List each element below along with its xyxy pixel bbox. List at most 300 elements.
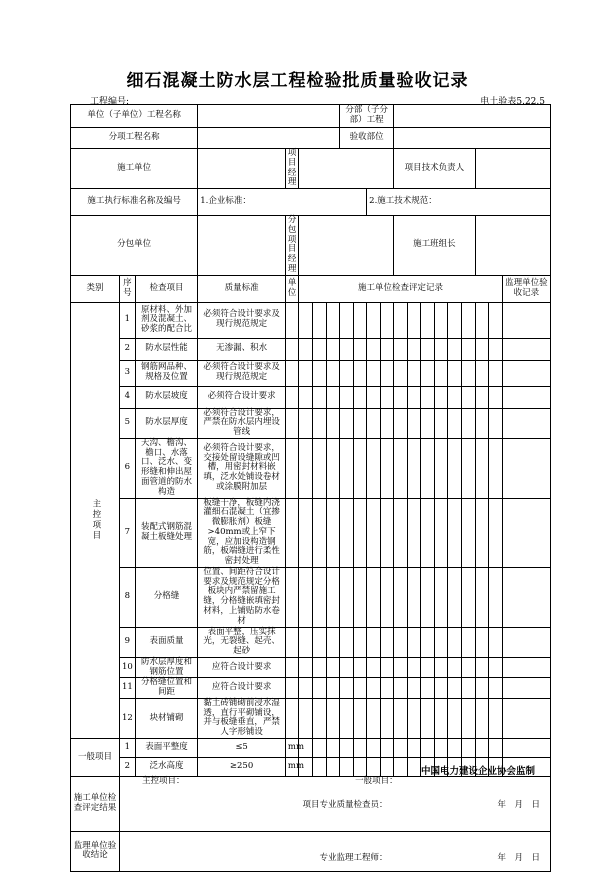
record-cell — [407, 498, 421, 567]
record-cell — [462, 498, 476, 567]
record-cell — [462, 438, 476, 498]
record-cell — [353, 757, 367, 776]
unit-cell — [285, 408, 299, 438]
supervision-cell — [502, 302, 550, 338]
record-cell — [340, 438, 354, 498]
record-cell — [380, 408, 394, 438]
record-cell — [489, 698, 503, 738]
record-cell — [489, 408, 503, 438]
record-cell — [380, 338, 394, 360]
record-cell — [326, 698, 340, 738]
record-cell — [367, 338, 381, 360]
record-cell — [299, 627, 313, 657]
record-cell — [462, 386, 476, 408]
record-cell — [462, 302, 476, 338]
col-category: 类别 — [71, 275, 120, 302]
record-cell — [489, 302, 503, 338]
item-no: 5 — [120, 408, 136, 438]
record-cell — [407, 438, 421, 498]
inspector-label: 项目专业质量检查员： — [302, 799, 388, 810]
record-cell — [407, 338, 421, 360]
quality-standard: 位置、间距符合设计要求及规范规定分格板块内严禁留施工缝，分格缝嵌填密封材料，上铺贴防水卷材 — [198, 567, 286, 627]
record-cell — [475, 657, 489, 678]
record-cell — [299, 386, 313, 408]
record-cell — [380, 302, 394, 338]
record-cell — [421, 498, 435, 567]
supervision-date: 年 月 日 — [497, 852, 540, 863]
subcontract-unit-value — [198, 216, 286, 276]
check-item: 防水层厚度 — [135, 408, 198, 438]
record-cell — [462, 678, 476, 699]
item-no: 6 — [120, 438, 136, 498]
sub-project-label: 分部（子分部）工程 — [340, 105, 394, 128]
supervision-cell — [502, 657, 550, 678]
team-leader-label: 施工班组长 — [394, 216, 475, 276]
record-cell — [380, 738, 394, 757]
record-cell — [380, 657, 394, 678]
record-cell — [326, 438, 340, 498]
record-cell — [462, 657, 476, 678]
col-quality-std: 质量标准 — [198, 275, 286, 302]
record-cell — [367, 498, 381, 567]
construction-unit-label: 施工单位 — [71, 149, 198, 189]
record-cell — [434, 657, 448, 678]
record-cell — [407, 678, 421, 699]
record-cell — [380, 678, 394, 699]
record-cell — [367, 657, 381, 678]
record-cell — [353, 408, 367, 438]
record-cell — [367, 698, 381, 738]
record-cell — [407, 657, 421, 678]
record-cell — [421, 567, 435, 627]
record-cell — [434, 338, 448, 360]
supervision-eval-area — [120, 831, 551, 871]
record-cell — [380, 757, 394, 776]
record-cell — [421, 386, 435, 408]
project-manager-label: 项目经理 — [285, 149, 299, 189]
record-cell — [340, 567, 354, 627]
record-cell — [448, 386, 462, 408]
record-cell — [312, 567, 326, 627]
quality-standard: 必须符合设计要求，严禁在防水层内埋设管线 — [198, 408, 286, 438]
record-cell — [421, 627, 435, 657]
record-cell — [326, 360, 340, 386]
unit-cell — [285, 438, 299, 498]
record-cell — [353, 338, 367, 360]
record-cell — [407, 386, 421, 408]
record-cell — [299, 657, 313, 678]
record-cell — [340, 738, 354, 757]
record-cell — [367, 438, 381, 498]
record-cell — [489, 386, 503, 408]
record-cell — [394, 627, 408, 657]
record-cell — [326, 738, 340, 757]
record-cell — [367, 360, 381, 386]
item-no: 2 — [120, 757, 136, 776]
record-cell — [407, 360, 421, 386]
supervision-cell — [502, 738, 550, 757]
record-cell — [421, 738, 435, 757]
record-cell — [448, 498, 462, 567]
record-cell — [434, 302, 448, 338]
record-cell — [448, 627, 462, 657]
col-supervision: 监理单位验收记录 — [502, 275, 550, 302]
item-no: 11 — [120, 678, 136, 699]
unit-cell — [285, 498, 299, 567]
record-cell — [353, 567, 367, 627]
record-cell — [394, 757, 408, 776]
check-item: 钢筋网品种、规格及位置 — [135, 360, 198, 386]
record-cell — [353, 657, 367, 678]
record-cell — [380, 698, 394, 738]
record-cell — [475, 302, 489, 338]
record-cell — [312, 498, 326, 567]
record-cell — [394, 498, 408, 567]
record-cell — [353, 627, 367, 657]
item-no: 10 — [120, 657, 136, 678]
record-cell — [367, 757, 381, 776]
main-result-label: 主控项目： — [142, 775, 185, 786]
construction-unit-value — [198, 149, 286, 189]
record-cell — [299, 438, 313, 498]
engineer-label: 专业监理工程师： — [319, 852, 388, 863]
unit-cell — [285, 657, 299, 678]
item-no: 1 — [120, 738, 136, 757]
record-cell — [475, 408, 489, 438]
page-title: 细石混凝土防水层工程检验批质量验收记录 — [126, 71, 469, 91]
unit-cell: mm — [285, 738, 299, 757]
record-cell — [326, 657, 340, 678]
check-item: 防水层性能 — [135, 338, 198, 360]
record-cell — [448, 657, 462, 678]
record-cell — [475, 678, 489, 699]
record-cell — [326, 757, 340, 776]
unit-cell — [285, 338, 299, 360]
construction-eval-area — [120, 776, 551, 831]
tech-spec: 2.施工技术规范： — [367, 189, 551, 216]
subcontract-manager-label: 分包项目经理 — [285, 216, 299, 276]
record-cell — [475, 338, 489, 360]
record-cell — [312, 678, 326, 699]
record-cell — [462, 698, 476, 738]
record-cell — [421, 438, 435, 498]
record-cell — [448, 698, 462, 738]
record-cell — [326, 338, 340, 360]
record-cell — [448, 678, 462, 699]
unit-cell — [285, 360, 299, 386]
record-cell — [299, 678, 313, 699]
quality-standard: 表面平整，压实抹光，无裂缝、起壳、起砂 — [198, 627, 286, 657]
record-cell — [434, 567, 448, 627]
record-cell — [475, 698, 489, 738]
footer-text: 中国电力建设企业协会监制 — [420, 766, 535, 777]
record-cell — [312, 408, 326, 438]
record-cell — [462, 627, 476, 657]
record-cell — [367, 627, 381, 657]
record-cell — [421, 657, 435, 678]
record-cell — [312, 438, 326, 498]
unit-cell — [285, 386, 299, 408]
record-cell — [462, 408, 476, 438]
unit-cell — [285, 302, 299, 338]
record-cell — [434, 386, 448, 408]
check-item: 天沟、檐沟、檐口、水落口、泛水、变形缝和伸出屋面管道的防水构造 — [135, 438, 198, 498]
record-cell — [421, 338, 435, 360]
record-cell — [448, 302, 462, 338]
item-no: 2 — [120, 338, 136, 360]
supervision-cell — [502, 438, 550, 498]
check-item: 表面平整度 — [135, 738, 198, 757]
supervision-eval-label: 监理单位验收结论 — [71, 831, 120, 871]
check-item: 原材料、外加剂及混凝土、砂浆的配合比 — [135, 302, 198, 338]
acceptance-part-value — [394, 128, 551, 149]
unit-cell — [285, 567, 299, 627]
record-cell — [394, 386, 408, 408]
record-cell — [367, 738, 381, 757]
record-cell — [421, 698, 435, 738]
record-cell — [299, 498, 313, 567]
record-cell — [312, 698, 326, 738]
record-cell — [489, 678, 503, 699]
record-cell — [353, 386, 367, 408]
construction-eval-label: 施工单位检查评定结果 — [71, 776, 120, 831]
record-cell — [326, 678, 340, 699]
record-cell — [340, 657, 354, 678]
record-cell — [448, 338, 462, 360]
quality-standard: 板缝干净，板缝内浇灌细石混凝土（宜掺微膨胀剂）板缝>40mm或上窄下宽，应加设构造钢筋，板端缝进行柔性密封处理 — [198, 498, 286, 567]
record-cell — [394, 408, 408, 438]
record-cell — [394, 698, 408, 738]
quality-standard: 应符合设计要求 — [198, 657, 286, 678]
record-cell — [448, 360, 462, 386]
supervision-cell — [502, 338, 550, 360]
record-cell — [326, 408, 340, 438]
check-item: 防水层坡度 — [135, 386, 198, 408]
unit-project-name-label: 单位（子单位）工程名称 — [71, 105, 198, 128]
inspection-form-table — [70, 104, 551, 872]
record-cell — [353, 360, 367, 386]
record-cell — [421, 360, 435, 386]
record-cell — [340, 627, 354, 657]
record-cell — [462, 567, 476, 627]
check-item: 泛水高度 — [135, 757, 198, 776]
record-cell — [434, 698, 448, 738]
record-cell — [380, 567, 394, 627]
unit-cell — [285, 627, 299, 657]
record-cell — [394, 438, 408, 498]
unit-cell — [285, 698, 299, 738]
record-cell — [299, 338, 313, 360]
general-items-label: 一般项目 — [71, 738, 120, 776]
item-no: 8 — [120, 567, 136, 627]
record-cell — [367, 408, 381, 438]
record-cell — [462, 738, 476, 757]
check-item: 分格缝位置和间距 — [135, 678, 198, 699]
record-cell — [380, 627, 394, 657]
record-cell — [448, 738, 462, 757]
record-cell — [475, 738, 489, 757]
record-cell — [326, 386, 340, 408]
record-cell — [312, 386, 326, 408]
record-cell — [489, 567, 503, 627]
record-cell — [353, 738, 367, 757]
record-cell — [312, 302, 326, 338]
record-cell — [475, 567, 489, 627]
record-cell — [475, 386, 489, 408]
col-check-item: 检查项目 — [135, 275, 198, 302]
record-cell — [394, 302, 408, 338]
check-item: 分格缝 — [135, 567, 198, 627]
record-cell — [340, 338, 354, 360]
col-seq: 序号 — [120, 275, 136, 302]
col-unit: 单位 — [285, 275, 299, 302]
quality-standard: ≥250 — [198, 757, 286, 776]
project-manager-value — [299, 149, 394, 189]
record-cell — [326, 498, 340, 567]
main-items-label: 主控项目 — [71, 302, 120, 738]
record-cell — [407, 757, 421, 776]
subcontract-manager-value — [299, 216, 394, 276]
supervision-cell — [502, 627, 550, 657]
item-no: 1 — [120, 302, 136, 338]
record-cell — [434, 438, 448, 498]
record-cell — [340, 698, 354, 738]
record-cell — [312, 738, 326, 757]
quality-standard: 黏土砖铺砌前浸水湿透，直行平砌铺设，并与板缝垂直，严禁人字形铺设 — [198, 698, 286, 738]
quality-standard: 应符合设计要求 — [198, 678, 286, 699]
quality-standard: ≤5 — [198, 738, 286, 757]
record-cell — [299, 360, 313, 386]
enterprise-standard: 1.企业标准： — [198, 189, 367, 216]
record-cell — [448, 408, 462, 438]
sub-project-value — [394, 105, 551, 128]
record-cell — [326, 627, 340, 657]
quality-standard: 必须符合设计要求及现行规范规定 — [198, 360, 286, 386]
supervision-cell — [502, 386, 550, 408]
record-cell — [394, 360, 408, 386]
record-cell — [340, 757, 354, 776]
record-cell — [367, 678, 381, 699]
item-project-name-value — [198, 128, 340, 149]
tech-lead-value — [475, 149, 550, 189]
record-cell — [489, 738, 503, 757]
unit-project-name-value — [198, 105, 340, 128]
check-item: 装配式钢筋混凝土板缝处理 — [135, 498, 198, 567]
record-cell — [421, 678, 435, 699]
supervision-cell — [502, 498, 550, 567]
record-cell — [475, 360, 489, 386]
record-cell — [489, 657, 503, 678]
standard-label: 施工执行标准名称及编号 — [71, 189, 198, 216]
record-cell — [489, 360, 503, 386]
record-cell — [353, 302, 367, 338]
record-cell — [340, 386, 354, 408]
record-cell — [434, 408, 448, 438]
record-cell — [340, 678, 354, 699]
record-cell — [407, 408, 421, 438]
record-cell — [312, 757, 326, 776]
record-cell — [353, 678, 367, 699]
record-cell — [462, 360, 476, 386]
record-cell — [448, 438, 462, 498]
record-cell — [353, 698, 367, 738]
item-no: 4 — [120, 386, 136, 408]
record-cell — [394, 567, 408, 627]
record-cell — [489, 438, 503, 498]
record-cell — [340, 498, 354, 567]
record-cell — [448, 567, 462, 627]
unit-cell — [285, 678, 299, 699]
record-cell — [489, 338, 503, 360]
record-cell — [340, 360, 354, 386]
form-code: 电土验表5.22.5 — [480, 97, 545, 107]
record-cell — [299, 698, 313, 738]
project-no-label: 工程编号: — [90, 97, 130, 107]
general-result-label: 一般项目： — [355, 775, 398, 786]
check-item: 块材铺砌 — [135, 698, 198, 738]
record-cell — [434, 678, 448, 699]
record-cell — [394, 738, 408, 757]
record-cell — [312, 338, 326, 360]
check-item: 表面质量 — [135, 627, 198, 657]
record-cell — [421, 302, 435, 338]
record-cell — [367, 386, 381, 408]
record-cell — [312, 627, 326, 657]
subcontract-unit-label: 分包单位 — [71, 216, 198, 276]
record-cell — [367, 302, 381, 338]
record-cell — [434, 360, 448, 386]
record-cell — [380, 360, 394, 386]
record-cell — [326, 302, 340, 338]
record-cell — [312, 360, 326, 386]
record-cell — [407, 302, 421, 338]
record-cell — [353, 498, 367, 567]
record-cell — [489, 627, 503, 657]
team-leader-value — [475, 216, 550, 276]
quality-standard: 无渗漏、积水 — [198, 338, 286, 360]
record-cell — [299, 567, 313, 627]
record-cell — [340, 302, 354, 338]
record-cell — [380, 386, 394, 408]
record-cell — [380, 498, 394, 567]
quality-standard: 必须符合设计要求，交接处留设缝隙或凹槽，用密封材料嵌填，泛水处铺设卷材或涂膜附加层 — [198, 438, 286, 498]
record-cell — [299, 408, 313, 438]
record-cell — [394, 678, 408, 699]
record-cell — [380, 438, 394, 498]
unit-cell: mm — [285, 757, 299, 776]
supervision-cell — [502, 567, 550, 627]
item-no: 7 — [120, 498, 136, 567]
record-cell — [434, 738, 448, 757]
item-no: 9 — [120, 627, 136, 657]
record-cell — [353, 438, 367, 498]
record-cell — [340, 408, 354, 438]
quality-standard: 必须符合设计要求 — [198, 386, 286, 408]
record-cell — [462, 338, 476, 360]
supervision-cell — [502, 698, 550, 738]
record-cell — [394, 338, 408, 360]
record-cell — [299, 302, 313, 338]
record-cell — [312, 657, 326, 678]
record-cell — [475, 498, 489, 567]
record-cell — [434, 627, 448, 657]
acceptance-part-label: 验收部位 — [340, 128, 394, 149]
item-project-name-label: 分项工程名称 — [71, 128, 198, 149]
item-no: 3 — [120, 360, 136, 386]
col-eval-record: 施工单位检查评定记录 — [299, 275, 502, 302]
record-cell — [367, 567, 381, 627]
record-cell — [407, 738, 421, 757]
